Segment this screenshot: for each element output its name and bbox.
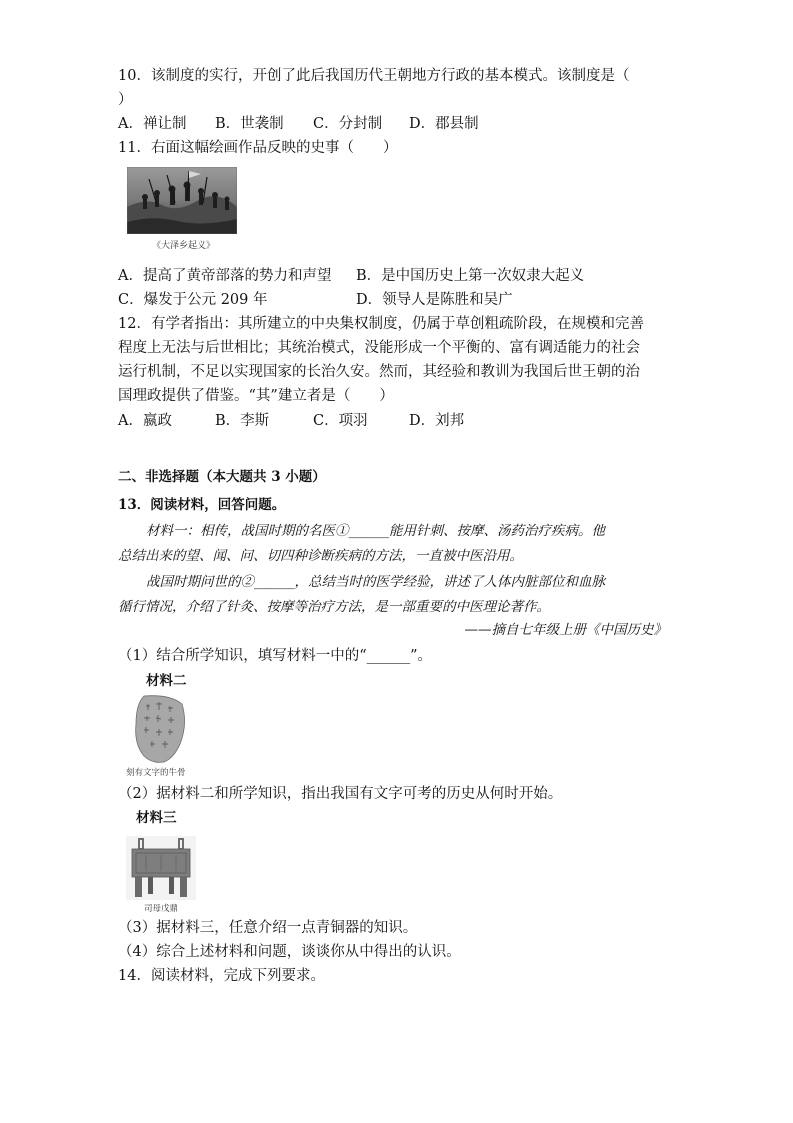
q13-sub4: （4）综合上述材料和问题，谈谈你从中得出的认识。 [118,944,461,960]
material1-line1: 材料一：相传，战国时期的名医①______能用针刺、按摩、汤药治疗疾病。他 [146,523,605,539]
q10-stem-end: ） [118,92,133,108]
oracle-bone-svg [130,694,190,764]
q12-stem-line1: 12．有学者指出：其所建立的中央集权制度，仍属于草创粗疏阶段，在规模和完善 [118,316,644,332]
q10-option-a: A．禅让制 [118,116,187,132]
q12-option-a: A．嬴政 [118,413,172,429]
material1-line3: 战国时期问世的②______，总结当时的医学经验，讲述了人体内脏部位和血脉 [146,574,605,590]
bronze-ding-svg [126,836,196,900]
q11-option-b: B．是中国历史上第一次奴隶大起义 [356,268,585,284]
simuwu-ding-image [126,836,196,900]
q10-option-c: C．分封制 [313,116,383,132]
painting-image [127,167,237,234]
q12-option-d: D．刘邦 [409,413,465,429]
section2-heading: 二、非选择题（本大题共 3 小题） [118,469,326,485]
dazexiang-uprising-painting [127,167,237,234]
q11-option-c: C．爆发于公元 209 年 [118,292,268,308]
q13-sub3: （3）据材料三，任意介绍一点青铜器的知识。 [118,920,418,936]
q10-stem: 10．该制度的实行，开创了此后我国历代王朝地方行政的基本模式。该制度是（ [118,68,630,84]
oracle-bone-caption: 刻有文字的牛骨 [126,768,186,778]
material1-line2: 总结出来的望、闻、问、切四种诊断疾病的方法，一直被中医沿用。 [118,548,523,564]
material1-line4: 循行情况，介绍了针灸、按摩等治疗方法，是一部重要的中医理论著作。 [118,599,550,615]
q11-option-a: A．提高了黄帝部落的势力和声望 [118,268,332,284]
q10-option-b: B．世袭制 [215,116,284,132]
painting-caption: 《大泽乡起义》 [152,241,216,251]
oracle-bone-image [130,694,190,764]
q13-stem: 13．阅读材料，回答问题。 [118,497,286,513]
q11-option-d: D．领导人是陈胜和吴广 [356,292,513,308]
material1-source: ——摘自七年级上册《中国历史》 [464,622,667,638]
q11-stem: 11．右面这幅绘画作品反映的史事（ ） [118,140,398,156]
q12-stem-line3: 运行机制，不足以实现国家的长治久安。然而，其经验和教训为我国后世王朝的治 [118,364,640,380]
q12-option-c: C．项羽 [313,413,368,429]
q13-sub2: （2）据材料二和所学知识，指出我国有文字可考的历史从何时开始。 [118,786,563,802]
q14-stem: 14．阅读材料，完成下列要求。 [118,968,325,984]
material3-label: 材料三 [136,810,177,826]
q13-sub1: （1）结合所学知识，填写材料一中的“______”。 [118,648,433,664]
q12-stem-line2: 程度上无法与后世相比；其统治模式，没能形成一个平衡的、富有调适能力的社会 [118,340,640,356]
ding-caption: 司母戊鼎 [144,904,179,914]
q12-option-b: B．李斯 [215,413,270,429]
q12-stem-line4: 国理政提供了借鉴。“其”建立者是（ ） [118,388,394,404]
material2-label: 材料二 [146,673,187,689]
q10-option-d: D．郡县制 [409,116,479,132]
